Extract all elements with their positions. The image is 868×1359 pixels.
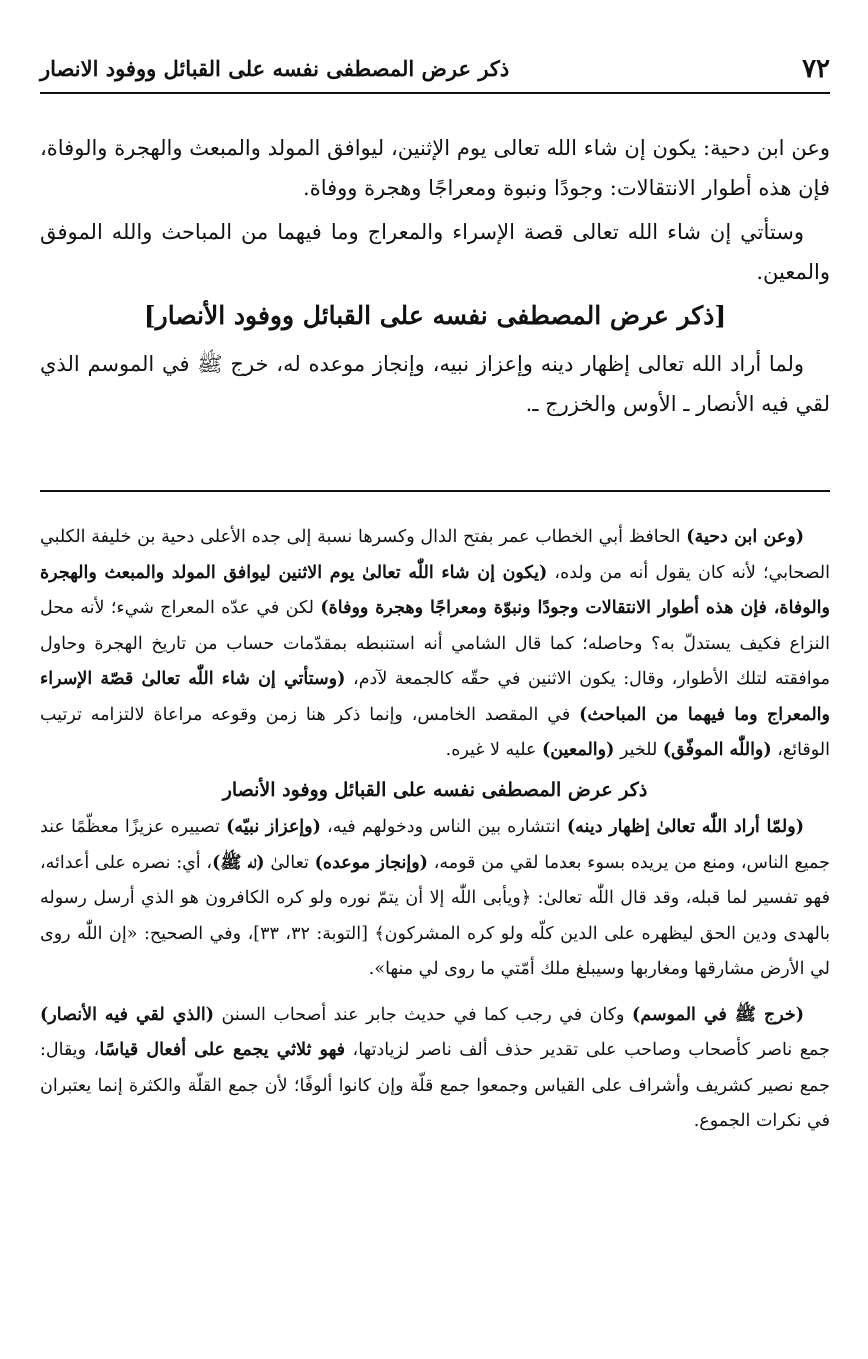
bold-run: (يكون إن شاء اللّٰه تعالىٰ يوم الاثنين ليوافق المولد والمبعث والهجرة والوفاة، فإن هذه أطوار الانتقالات وجودًا ونبوّة ومعراجًا وهجرة ووفاة)	[40, 562, 830, 618]
bold-run: فهو ثلاثي يجمع على أفعال قياسًا	[99, 1040, 346, 1060]
text-run: لكن في عدّه المعراج شيء؛ لأنه محل النزاع فكيف يستدلّ به؟ وحاصله؛ كما قال الشامي أنه استنبطه بمقدّمات حساب من تاريخ الهجرة وحاول موافقته لتلك الأطوار، وقال: يكون الاثنين في حقّه كالجمعة لآدم،	[40, 598, 830, 689]
text-run: للخير	[614, 740, 663, 760]
commentary	[40, 520, 830, 1140]
bold-run: (وإعزاز نبيّه)	[226, 817, 321, 837]
main-paragraph-1: وعن ابن دحية: يكون إن شاء الله تعالى يوم الإثنين، ليوافق المولد والمبعث والهجرة والوفاة، فإن هذه أطوار الانتقالات: وجودًا ونبوة ومعراجًا وهجرة ووفاة.	[40, 136, 830, 200]
bold-run: (وستأتي إن شاء اللّٰه تعالىٰ قصّة الإسراء والمعراج وما فيهما من المباحث)	[40, 669, 830, 725]
footnote-divider	[40, 490, 830, 492]
text-run: انتشاره بين الناس ودخولهم فيه،	[320, 817, 567, 837]
main-paragraph-2: وستأتي إن شاء الله تعالى قصة الإسراء والمعراج وما فيهما من المباحث والله الموفق والمعين.	[40, 220, 830, 284]
main-text	[40, 128, 830, 428]
text-run: تعالىٰ	[264, 852, 315, 873]
text-run: الحافظ أبي الخطاب عمر بفتح الدال وكسرها نسبة إلى جده الأعلى دحية بن خليفة الكلبي الصحابي؛ لأنه كان يقول أنه من ولده،	[40, 527, 830, 583]
text-run: في المقصد الخامس، وإنما ذكر هنا زمن وقوعه مراعاة لالتزامه ترتيب الوقائع،	[40, 704, 830, 760]
section-heading: [ذكر عرض المصطفى نفسه على القبائل ووفود الأنصار]	[143, 301, 727, 330]
bold-run: (والمعين)	[542, 740, 615, 760]
page-number: ٧٢	[802, 54, 830, 84]
commentary-sub-heading: ذكر عرض المصطفى نفسه على القبائل ووفود الأنصار	[222, 778, 648, 801]
main-paragraph-3: ولما أراد الله تعالى إظهار دينه وإعزاز نبيه، وإنجاز موعده له، خرج ﷺ في الموسم الذي لقي فيه الأنصار ـ الأوس والخزرج ـ.	[40, 352, 830, 416]
text-run: ، أي: نصره على أعدائه، فهو تفسير لما قبله، وقد قال اللّٰه تعالىٰ: ﴿ويأبى اللّٰه إلا أن يتمّ نوره ولو كره الكافرون هو الذي أرسل رسوله بالهدى ودين الحق ليظهره على الدين كلّه ولو كره المشركون﴾ [التوبة: ٣٢، ٣٣]، وفي الصحيح: «إن اللّٰه روى لي الأرض مشارقها ومغاربها وسيبلغ ملك أمّتي ما روى لي منها».	[40, 852, 830, 979]
text-run: وكان في رجب كما في حديث جابر عند أصحاب السنن	[214, 1004, 632, 1025]
bold-run: (ولمّا أراد اللّٰه تعالىٰ إظهار دينه)	[566, 817, 804, 837]
text-run: تصييره عزيزًا معظّمًا عند جميع الناس، ومنع من يريده بسوء بعدما لقي من قومه،	[40, 817, 830, 873]
text-run: ، ويقال: جمع نصير كشريف وأشراف على القياس وجمعوا جمع قلّة وإن كانوا ألوفًا؛ لأن جمع القلّة والكثرة إنما يعتبران في نكرات الجموع.	[40, 1040, 830, 1131]
commentary-paragraph-2	[40, 810, 830, 988]
bold-run: (له ﷺ)	[212, 852, 265, 873]
bold-run: (خرج ﷺ في الموسم)	[631, 1004, 804, 1025]
text-run: جمع ناصر كأصحاب وصاحب على تقدير حذف ألف ناصر لزيادتها،	[345, 1040, 830, 1060]
bold-run: (وإنجاز موعده)	[314, 852, 428, 873]
commentary-paragraph-3	[40, 998, 830, 1140]
bold-run: (الذي لقي فيه الأنصار)	[40, 1004, 215, 1025]
running-title: ذكر عرض المصطفى نفسه على القبائل ووفود الانصار	[40, 56, 510, 81]
text-run: عليه لا غيره.	[445, 740, 543, 760]
page-header	[40, 52, 830, 94]
commentary-paragraph-1	[40, 520, 830, 769]
bold-run: (وعن ابن دحية)	[686, 527, 804, 547]
bold-run: (واللّٰه الموفّق)	[662, 740, 772, 760]
